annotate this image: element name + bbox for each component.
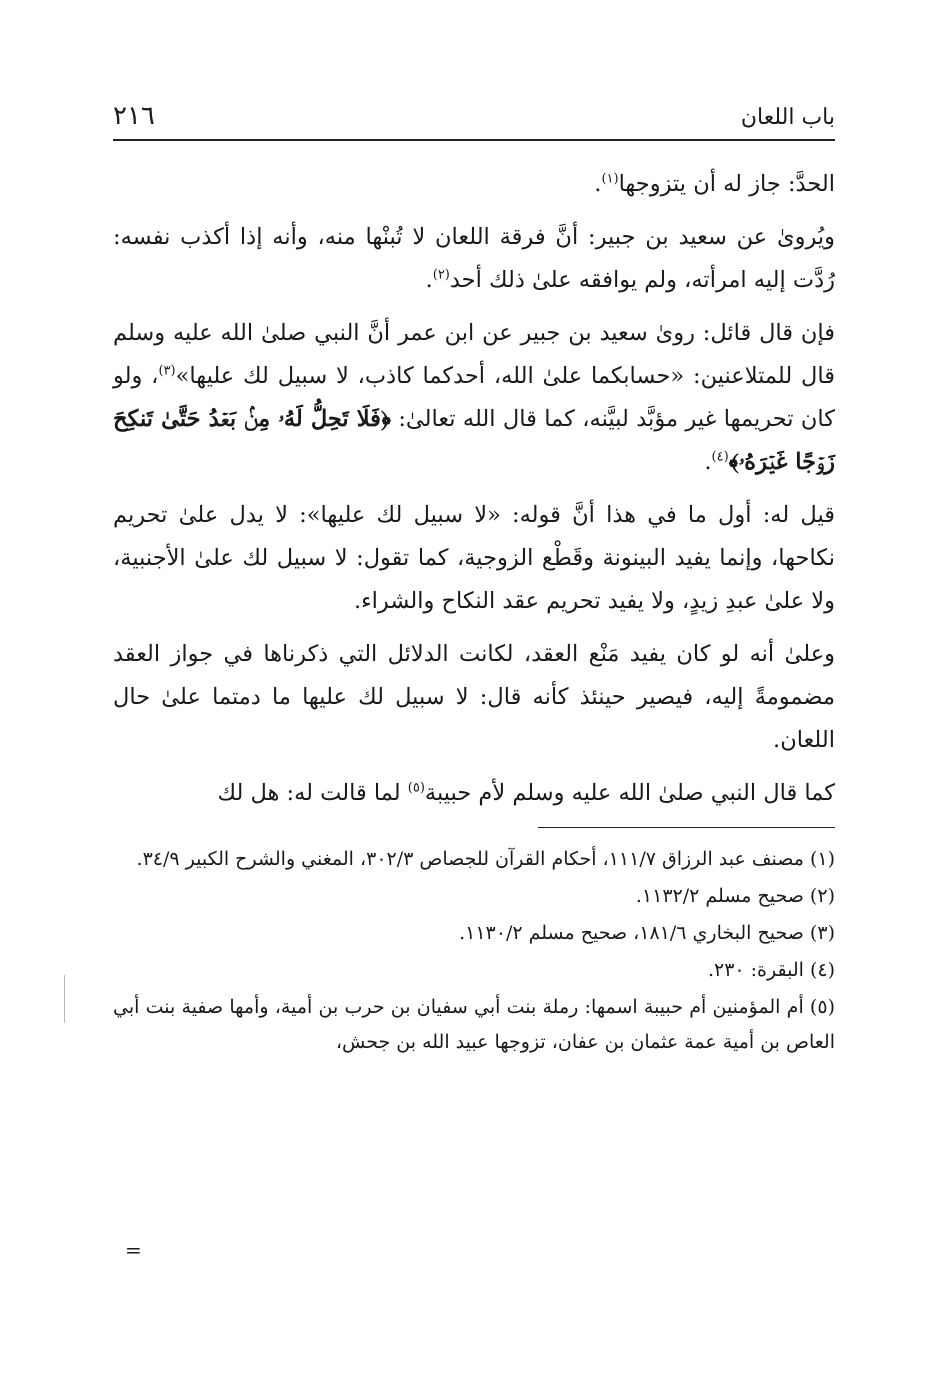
continuation-mark: =	[125, 1238, 142, 1262]
page-header	[113, 95, 835, 141]
text-segment: ، ولو كان تحريمها غير مؤبَّد لبيَّنه، كما قال الله تعالىٰ:	[113, 363, 835, 432]
paragraph-1	[113, 163, 835, 206]
footnote-ref: (٤)	[711, 449, 729, 465]
margin-mark	[64, 975, 65, 1023]
paragraph-3	[113, 312, 835, 484]
paragraph-4	[113, 494, 835, 623]
footnote-ref: (٥)	[407, 780, 425, 796]
paragraph-6	[113, 772, 835, 815]
footnote-3: (٣) صحيح البخاري ١٨١/٦، صحيح مسلم ١١٣٠/٢.	[459, 922, 835, 944]
text-segment: لما قالت له: هل لك	[217, 780, 408, 806]
footnote-separator	[538, 827, 835, 828]
text-segment: فإن قال قائل: روىٰ سعيد بن جبير عن ابن عمر أنَّ النبي صلىٰ الله عليه وسلم قال للمتلاعنين: «حسابكما علىٰ الله، أحدكما كاذب، لا سبيل لك عليها»	[113, 320, 836, 389]
page	[113, 95, 835, 1062]
paragraph-2	[113, 216, 835, 302]
quran-verse: ﴿فَلَا تَحِلُّ لَهُۥ مِنۢ بَعۡدُ حَتَّىٰ تَنكِحَ زَوۡجًا غَيۡرَهُۥ﴾	[113, 406, 835, 475]
text-segment: .	[425, 267, 433, 293]
footnote-ref: (١)	[601, 171, 619, 187]
text-segment: الحدَّ: جاز له أن يتزوجها	[618, 171, 835, 197]
footnotes	[113, 842, 835, 1060]
footnote-ref: (٢)	[432, 267, 450, 283]
paragraph-5	[113, 633, 835, 762]
footnote-4: (٤) البقرة: ٢٣٠.	[707, 959, 835, 981]
text-segment: قيل له: أول ما في هذا أنَّ قوله: «لا سبيل لك عليها»: لا يدل علىٰ تحريم نكاحها، وإنما يفيد البينونة وقَطْع الزوجية، كما تقول: لا سبيل لك علىٰ الأجنبية، ولا علىٰ عبدِ زيدٍ، ولا يفيد تحريم عقد النكاح والشراء.	[113, 502, 835, 614]
footnote-5: (٥) أم المؤمنين أم حبيبة اسمها: رملة بنت أبي سفيان بن حرب بن أمية، وأمها صفية بنت أبي العاص بن أمية عمة عثمان بن عفان، تزوجها عبيد الله بن جحش،	[113, 996, 835, 1053]
page-number: ٢١٦	[113, 101, 155, 131]
text-segment: ويُروىٰ عن سعيد بن جبير: أنَّ فرقة اللعان لا تُبنْها منه، وأنه إذا أكذب نفسه: رُدَّت إليه امرأته، ولم يوافقه علىٰ ذلك أحد	[113, 224, 835, 293]
footnote-1: (١) مصنف عبد الرزاق ١١١/٧، أحكام القرآن للجصاص ٣٠٢/٣، المغني والشرح الكبير ٣٤/٩.	[136, 848, 835, 870]
text-segment: .	[594, 171, 602, 197]
main-text	[113, 163, 835, 815]
text-segment: .	[704, 449, 712, 475]
footnote-2: (٢) صحيح مسلم ١١٣٢/٢.	[635, 885, 835, 907]
footnote-ref: (٣)	[158, 363, 176, 379]
chapter-title: باب اللعان	[740, 105, 835, 130]
text-segment: كما قال النبي صلىٰ الله عليه وسلم لأم حبيبة	[424, 780, 835, 806]
text-segment: وعلىٰ أنه لو كان يفيد مَنْع العقد، لكانت الدلائل التي ذكرناها في جواز العقد مضمومةً إليه، فيصير حينئذ كأنه قال: لا سبيل لك عليها ما دمتما علىٰ حال اللعان.	[113, 641, 835, 753]
